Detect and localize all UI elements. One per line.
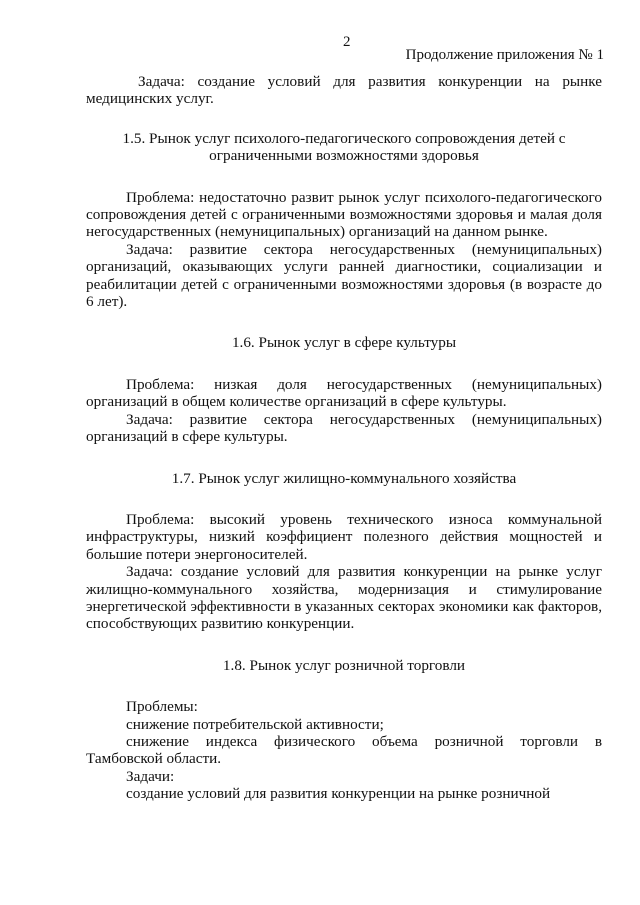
section-title-1-8: 1.8. Рынок услуг розничной торговли	[222, 656, 466, 674]
section-1-6-problem: Проблема: низкая доля негосударственных (немуниципальных) организаций в общем количестве организаций в сфере культуры.	[86, 375, 602, 411]
section-1-8-task-item: создание условий для развития конкуренции на рынке розничной	[126, 785, 551, 803]
section-1-8-problem-item: снижение потребительской активности;	[126, 715, 384, 733]
document-body	[86, 73, 602, 803]
section-1-5-problem: Проблема: недостаточно развит рынок услуг психолого-педагогического сопровождения детей с ограниченными возможностями здоровья и малая доля негосударственных (немуниципальных) организаций на данном рынке.	[86, 188, 602, 241]
section-title-1-5: 1.5. Рынок услуг психолого-педагогического сопровождения детей с ограниченными возможностями здоровья	[122, 129, 566, 165]
section-1-8-problem-item: снижение индекса физического объема розничной торговли в Тамбовской области.	[86, 732, 602, 768]
section-1-8-tasks-label: Задачи:	[126, 767, 175, 785]
section-title-1-7: 1.7. Рынок услуг жилищно-коммунального хозяйства	[171, 469, 517, 487]
section-1-6-task: Задача: развитие сектора негосударственных (немуниципальных) организаций в сфере культуры.	[86, 410, 602, 446]
appendix-continuation-note: Продолжение приложения № 1	[405, 47, 604, 63]
section-1-7-task: Задача: создание условий для развития конкуренции на рынке услуг жилищно-коммунального хозяйства, модернизация и стимулирование энергетической эффективности в указанных секторах экономики как факторов, способствующих развитию конкуренции.	[86, 563, 602, 633]
section-1-7-problem: Проблема: высокий уровень технического износа коммунальной инфраструктуры, низкий коэффициент полезного действия мощностей и большие потери энергоносителей.	[86, 510, 602, 563]
section-1-5-task: Задача: развитие сектора негосударственных (немуниципальных) организаций, оказывающих услуги ранней диагностики, социализации и реабилитации детей с ограниченными возможностями здоровья (в возрасте до 6 лет).	[86, 240, 602, 311]
section-title-1-6: 1.6. Рынок услуг в сфере культуры	[231, 334, 457, 352]
section-1-8-problems-label: Проблемы:	[126, 698, 198, 716]
intro-task-paragraph: Задача: создание условий для развития конкуренции на рынке медицинских услуг.	[86, 73, 602, 108]
page-number: 2	[343, 34, 351, 50]
